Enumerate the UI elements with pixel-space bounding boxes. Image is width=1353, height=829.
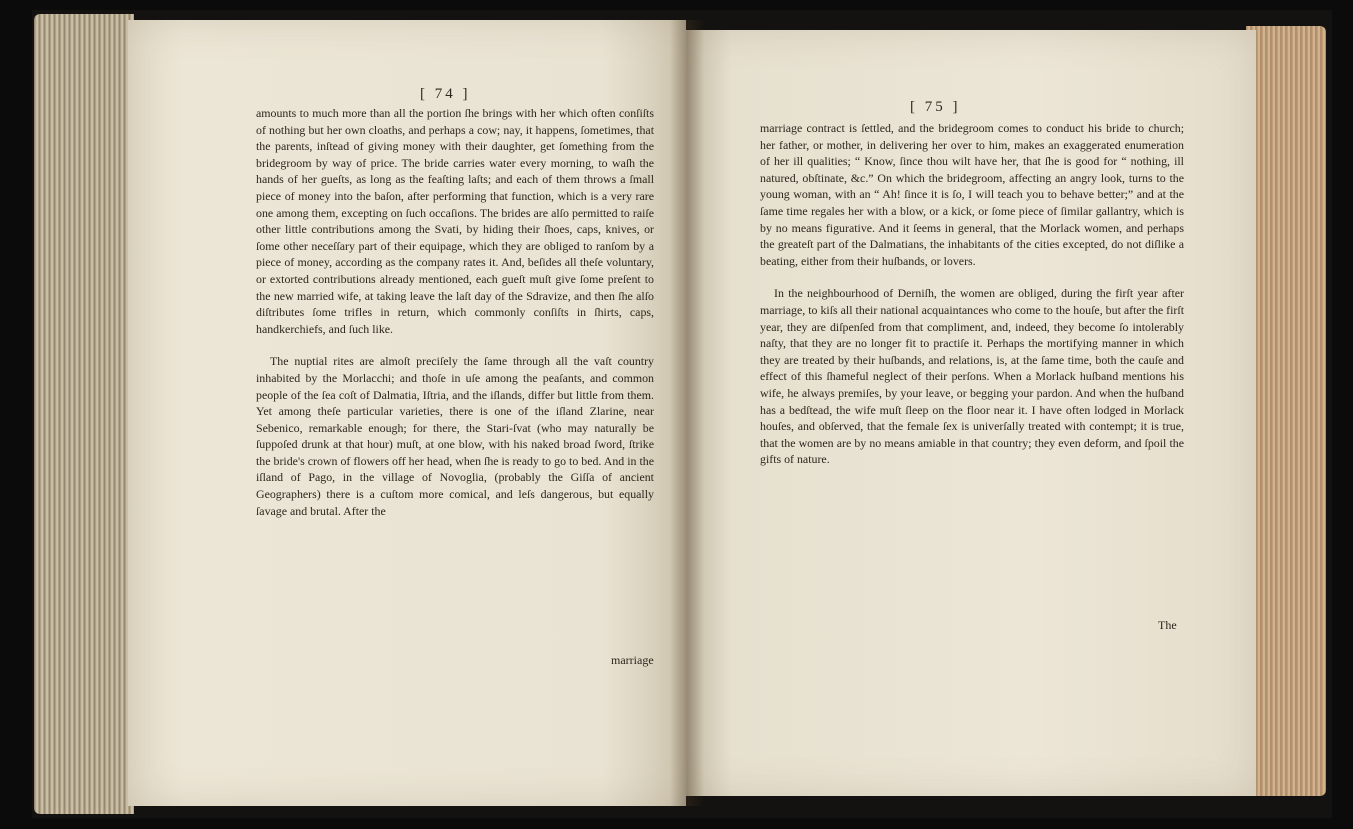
right-page — [686, 30, 1256, 796]
left-page-edges — [34, 14, 134, 814]
right-page-body — [760, 120, 1184, 468]
right-catchword: The — [1158, 618, 1177, 632]
left-page-number: [ 74 ] — [420, 86, 471, 102]
left-paragraph-1: amounts to much more than all the portion ſhe brings with her which often conſiſts of nothing but her own cloaths, and perhaps a cow; nay, it happens, ſometimes, that the parents, inſtead of giving money with their daughter, get ſomething from the bridegroom by way of price. The bride carries water every morning, to waſh the hands of her gueſts, as long as the feaſting laſts; and each of them throws a ſmall piece of money into the baſon, after performing that function, which is a very rare one among them, excepting on ſuch occaſions. The brides are alſo permitted to raiſe other little contributions among the Svati, by hiding their ſhoes, caps, knives, or ſome other neceſſary part of their equipage, which they are obliged to ranſom by a piece of money, according as the company rates it. And, beſides all theſe voluntary, or extorted contributions already mentioned, each gueſt muſt give ſome preſent to the new married wife, at taking leave the laſt day of the Sdravize, and then ſhe alſo diſtributes ſome trifles in return, which commonly conſiſts in ſhirts, caps, handkerchiefs, and ſuch like. — [256, 106, 654, 336]
right-paragraph-1: marriage contract is ſettled, and the bridegroom comes to conduct his bride to church; her father, or mother, in delivering her over to him, makes an exaggerated enumeration of her ill qualities; “ Know, ſince thou wilt have her, that ſhe is good for “ nothing, ill natured, obſtinate, &c.” On which the bridegroom, affecting an angry look, turns to the young woman, with an “ Ah! ſince it is ſo, I will teach you to behave better;” and at the ſame time regales her with a blow, or a kick, or ſome piece of ſimilar gallantry, which is by no means figurative. And it ſeems in general, that the Morlack women, and perhaps the greateſt part of the Dalmatians, the inhabitants of the cities excepted, do not diſlike a beating, either from their huſbands, or lovers. — [760, 121, 1184, 268]
right-paragraph-2: In the neighbourhood of Derniſh, the women are obliged, during the firſt year after marriage, to kiſs all their national acquaintances who come to the houſe, but after the firſt year, they are diſpenſed from that compliment, and, indeed, they become ſo intolerably naſty, that they are no longer fit to practiſe it. Perhaps the mortifying manner in which they are treated by their huſbands, and relations, is, at the ſame time, both the cauſe and effect of this ſhameful neglect of their perſons. When a Morlack huſband mentions his wife, he always premiſes, by your leave, or begging your pardon. And when the huſband has a bedſtead, the wife muſt ſleep on the floor near it. I have often lodged in Morlack houſes, and obſerved, that the female ſex is univerſally treated with contempt; it is true, that the women are by no means amiable in that country; they even deform, and ſpoil the gifts of nature. — [760, 286, 1184, 467]
left-catchword: marriage — [611, 653, 654, 667]
right-page-number: [ 75 ] — [910, 99, 961, 115]
left-page-body — [256, 105, 654, 519]
left-page — [128, 20, 686, 806]
right-page-edges — [1246, 26, 1326, 796]
left-paragraph-2: The nuptial rites are almoſt preciſely the ſame through all the vaſt country inhabited by the Morlacchi; and thoſe in uſe among the peaſants, and common people of the ſea coſt of Dalmatia, Iſtria, and the iſlands, differ but little from them. Yet among theſe particular varieties, there is one of the iſland Zlarine, near Sebenico, remarkable enough; for there, the Stari-ſvat (who may naturally be ſuppoſed drunk at that hour) muſt, at one blow, with his naked broad ſword, ſtrike the bride's crown of flowers off her head, when ſhe is ready to go to bed. And in the iſland of Pago, in the village of Novoglia, (probably the Giſſa of ancient Geographers) there is a cuſtom more comical, and leſs dangerous, but equally ſavage and brutal. After the — [256, 354, 654, 518]
book-gutter — [670, 20, 704, 806]
